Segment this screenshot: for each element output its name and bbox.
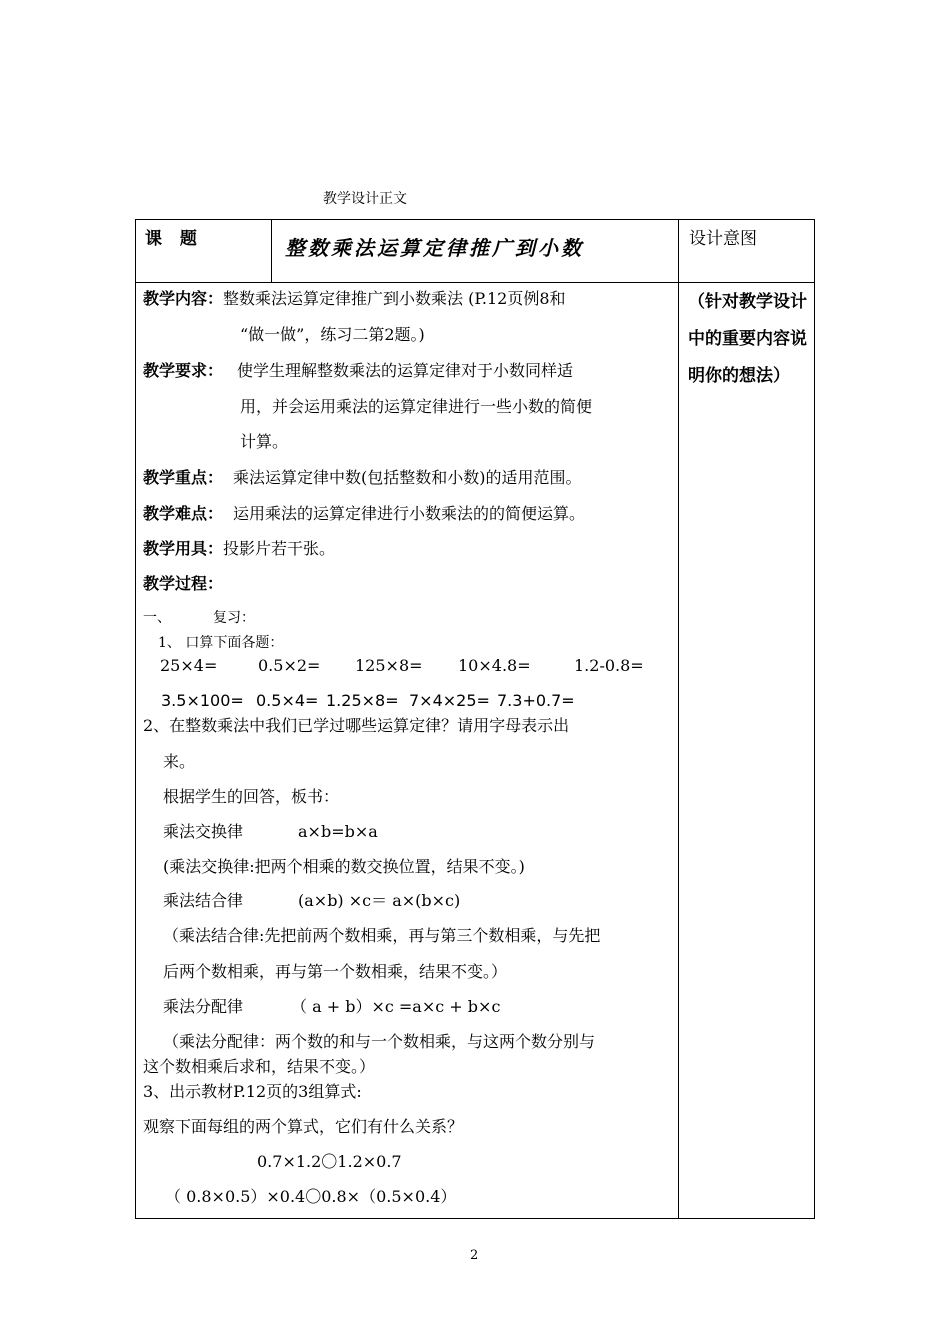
oral-item: 3.5×100= xyxy=(161,691,244,710)
review-text: 复习： xyxy=(213,610,255,626)
oral-item: 25×4= xyxy=(160,656,218,675)
question-3: 3、出示教材P.12页的3组算式: xyxy=(143,1082,362,1101)
content-line xyxy=(143,289,566,309)
oral-item: 10×4.8= xyxy=(458,656,531,675)
law-formula: （ a + b）×c =a×c + b×c xyxy=(291,997,501,1016)
content-text-cont: “做一做”，练习二第2题。) xyxy=(240,325,425,344)
tools-label: 教学用具： xyxy=(143,539,224,558)
tools-line xyxy=(143,539,335,559)
oral-item: 7.3+0.7= xyxy=(497,691,575,710)
oral-row-1 xyxy=(160,656,644,676)
requirement-text-cont: 用，并会运用乘法的运算定律进行一些小数的简便 xyxy=(240,397,593,416)
requirement-text-cont: 计算。 xyxy=(240,432,289,451)
law-name: 乘法分配律 xyxy=(163,997,244,1016)
design-intent-note: （针对教学设计中的重要内容说明你的想法） xyxy=(688,292,807,386)
topic-label: 课 题 xyxy=(145,229,203,249)
expression-1: 0.7×1.2〇1.2×0.7 xyxy=(257,1152,402,1171)
law-distributive xyxy=(163,997,501,1017)
oral-item: 1.2-0.8= xyxy=(574,656,644,675)
law-distributive-desc: （乘法分配律：两个数的和与一个数相乘，与这两个数分别与 xyxy=(163,1032,596,1051)
process-line xyxy=(143,574,223,594)
law-associative-desc: （乘法结合律:先把前两个数相乘，再与第三个数相乘，与先把 xyxy=(163,926,601,945)
oral-title: 1、 口算下面各题： xyxy=(158,635,284,651)
content-text: 整数乘法运算定律推广到小数乘法 (P.12页例8和 xyxy=(223,289,566,308)
requirement-label: 教学要求： xyxy=(143,361,224,380)
oral-item: 7×4×25= xyxy=(409,691,490,710)
oral-item: 0.5×2= xyxy=(258,656,321,675)
difficulty-label: 教学难点： xyxy=(143,504,224,523)
review-number: 一、 xyxy=(143,610,171,626)
requirement-line xyxy=(143,361,573,381)
law-formula: (a×b) ×c＝ a×(b×c) xyxy=(298,891,461,910)
key-point-label: 教学重点： xyxy=(143,468,224,487)
content-label: 教学内容： xyxy=(143,289,224,308)
oral-item: 1.25×8= xyxy=(326,691,399,710)
oral-row-2 xyxy=(161,691,575,711)
key-point-text: 乘法运算定律中数(包括整数和小数)的适用范围。 xyxy=(233,468,582,487)
design-intent-heading: 设计意图 xyxy=(689,229,757,249)
law-formula: a×b=b×a xyxy=(298,822,378,841)
tools-text: 投影片若干张。 xyxy=(223,539,336,558)
key-point-line xyxy=(143,468,582,488)
review-line xyxy=(143,608,255,628)
law-associative xyxy=(163,891,461,911)
lesson-title: 整数乘法运算定律推广到小数 xyxy=(285,236,584,260)
oral-item: 0.5×4= xyxy=(256,691,319,710)
question-2-cont: 来。 xyxy=(163,752,196,771)
process-label: 教学过程： xyxy=(143,574,224,593)
document-heading: 教学设计正文 xyxy=(323,191,407,207)
question-2: 2、在整数乘法中我们已学过哪些运算定律？请用字母表示出 xyxy=(143,716,570,735)
law-associative-desc-cont: 后两个数相乘，再与第一个数相乘，结果不变。） xyxy=(163,962,508,981)
board-intro: 根据学生的回答，板书： xyxy=(163,787,340,806)
law-commutative-desc: (乘法交换律:把两个相乘的数交换位置，结果不变。) xyxy=(163,857,525,876)
law-distributive-desc-cont: 这个数相乘后求和，结果不变。） xyxy=(143,1057,376,1076)
law-name: 乘法交换律 xyxy=(163,822,244,841)
oral-item: 125×8= xyxy=(355,656,423,675)
law-name: 乘法结合律 xyxy=(163,891,244,910)
requirement-text: 使学生理解整数乘法的运算定律对于小数同样适 xyxy=(237,361,574,380)
difficulty-text: 运用乘法的运算定律进行小数乘法的的简便运算。 xyxy=(233,504,586,523)
page-number: 2 xyxy=(470,1248,479,1263)
expression-2: （ 0.8×0.5）×0.4〇0.8×（0.5×0.4） xyxy=(165,1187,457,1206)
observe-prompt: 观察下面每组的两个算式，它们有什么关系？ xyxy=(143,1117,464,1136)
difficulty-line xyxy=(143,504,585,524)
law-commutative xyxy=(163,822,378,842)
